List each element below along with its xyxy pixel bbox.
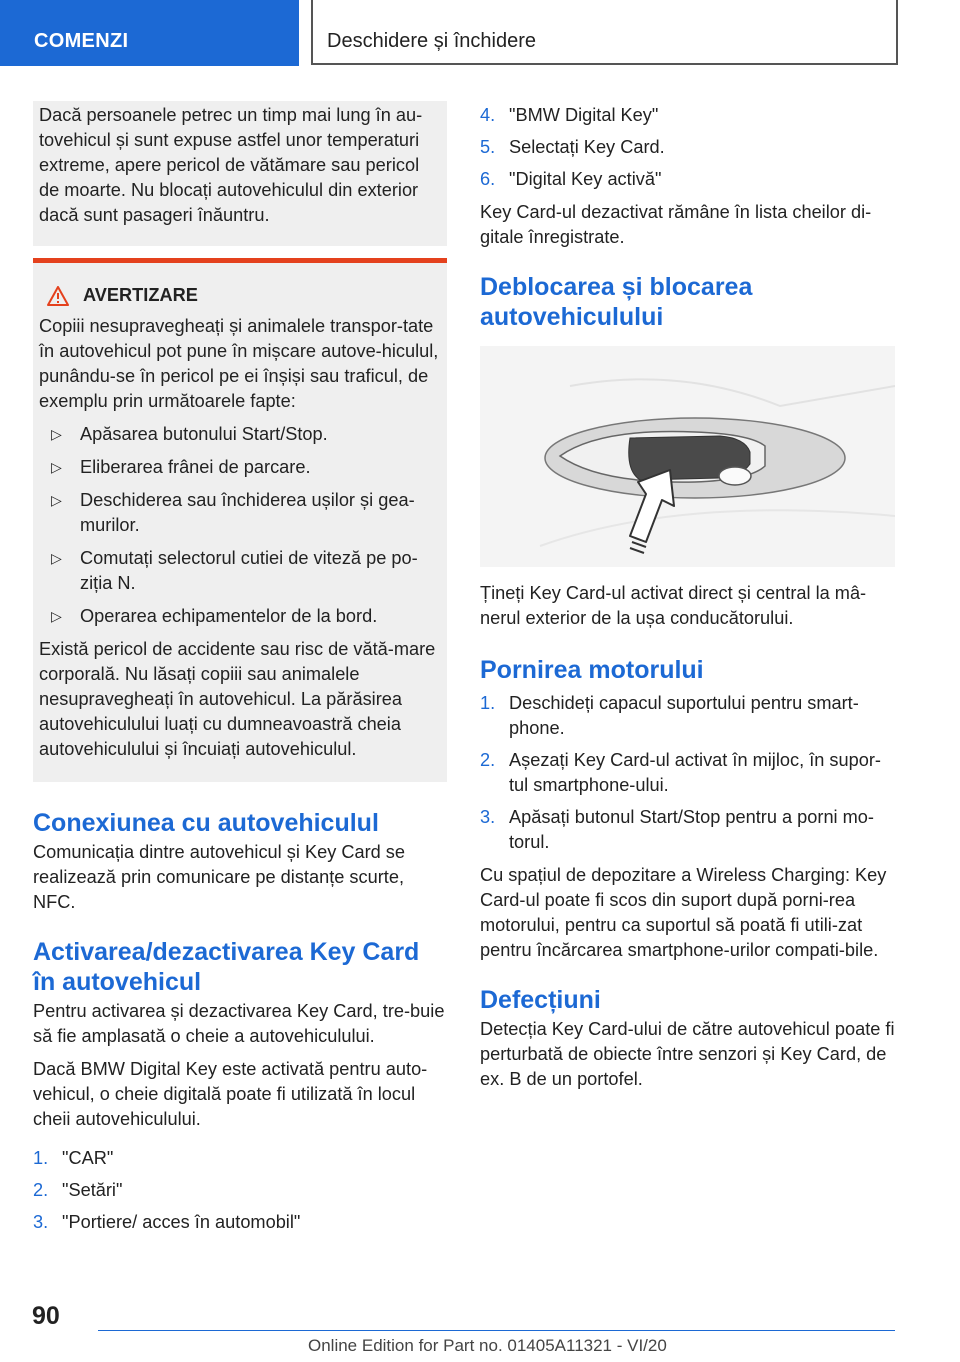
heading-activare: Activarea/dezactivarea Key Card în autovehicul <box>33 938 420 996</box>
list-item: ▷ Eliberarea frânei de parcare. <box>39 455 439 480</box>
list-item: ▷ Comutați selectorul cutiei de viteză pe po-ziția N. <box>51 548 418 593</box>
door-handle-illustration <box>480 346 895 567</box>
triangle-bullet-icon: ▷ <box>51 550 62 566</box>
paragraph-wireless: Cu spațiul de depozitare a Wireless Charging: Key Card-ul poate fi scos din suport după porni-rea motorului, pentru ca suportul să poată fi utili-zat pentru încărcarea smartphone-urilor compati-bile. <box>480 865 887 960</box>
paragraph-deactivated: Key Card-ul dezactivat rămâne în lista cheilor di-gitale înregistrate. <box>480 202 872 247</box>
list-item: 1. Deschideți capacul suportului pentru smart-phone. <box>480 693 859 738</box>
steps-list-pornire <box>480 691 895 855</box>
caution-box <box>33 101 447 246</box>
heading-defectiuni: Defecțiuni <box>480 986 601 1014</box>
paragraph-activare-2: Dacă BMW Digital Key este activată pentru auto-vehicul, o cheie digitală poate fi utilizată în locul cheii autovehiculului. <box>33 1059 428 1129</box>
heading-deblocare: Deblocarea și blocarea autovehiculului <box>480 273 753 331</box>
list-item: 3. "Portiere/ acces în automobil" <box>33 1212 301 1232</box>
list-item: 4. "BMW Digital Key" <box>480 105 659 125</box>
warning-box <box>33 258 447 782</box>
heading-pornire: Pornirea motorului <box>480 656 704 684</box>
section-title: COMENZI <box>34 30 129 52</box>
warning-header <box>39 283 439 308</box>
warning-list <box>39 422 439 629</box>
list-item: 2. Așezați Key Card-ul activat în mijloc, în supor-tul smartphone-ului. <box>480 750 881 795</box>
section-tab <box>0 0 299 66</box>
steps-list-left <box>33 1146 447 1235</box>
triangle-bullet-icon: ▷ <box>51 492 62 508</box>
right-column <box>480 101 895 1092</box>
triangle-bullet-icon: ▷ <box>51 459 62 475</box>
paragraph-defectiuni: Detecția Key Card-ului de către autovehicul poate fi perturbată de obiecte între senzori și Key Card, de ex. B de un portofel. <box>480 1019 895 1089</box>
warning-triangle-icon <box>47 286 69 306</box>
chapter-tab <box>311 0 898 65</box>
paragraph-activare-1: Pentru activarea și dezactivarea Key Card, tre-buie să fie amplasată o cheie a autovehiculului. <box>33 1001 445 1046</box>
triangle-bullet-icon: ▷ <box>51 426 62 442</box>
door-handle-icon <box>480 346 895 567</box>
warning-title: AVERTIZARE <box>83 285 198 305</box>
list-item: 5. Selectați Key Card. <box>480 137 665 157</box>
list-item: 1. "CAR" <box>33 1148 114 1168</box>
list-item: 6. "Digital Key activă" <box>480 169 662 189</box>
left-column <box>33 101 447 1243</box>
list-item: ▷ Operarea echipamentelor de la bord. <box>39 604 439 629</box>
warning-outro: Există pericol de accidente sau risc de vătă-mare corporală. Nu lăsați copiii sau animalele nesupravegheați în autovehicul. La părăsirea autovehiculului luați cu dumneavoastră cheia autovehiculului și încuiați autovehiculul. <box>39 639 436 759</box>
list-item: 2. "Setări" <box>33 1180 123 1200</box>
chapter-title: Deschidere și închidere <box>327 30 536 52</box>
footer-edition: Online Edition for Part no. 01405A11321 - VI/20 <box>308 1336 667 1355</box>
paragraph-conexiune: Comunicația dintre autovehicul și Key Card se realizează prin comunicare pe distanțe scurte, NFC. <box>33 842 406 912</box>
page-header <box>0 0 960 66</box>
page-number: 90 <box>32 1302 60 1330</box>
paragraph-deblocare: Țineți Key Card-ul activat direct și central la mâ-nerul exterior de la ușa conducătorului. <box>480 583 867 628</box>
list-item: ▷ Deschiderea sau închiderea ușilor și gea-murilor. <box>51 490 415 535</box>
caution-text: Dacă persoanele petrec un timp mai lung în au-tovehicul și sunt expuse astfel unor temperaturi extreme, apere pericol de vătămare sau pericol de moarte. Nu blocați autovehiculul din exterior dacă sunt pasageri înăuntru. <box>39 105 423 225</box>
heading-conexiune: Conexiunea cu autovehiculul <box>33 809 379 837</box>
list-item: 3. Apăsați butonul Start/Stop pentru a porni mo-torul. <box>480 807 874 852</box>
footer-divider <box>98 1330 895 1331</box>
warning-intro: Copiii nesupravegheați și animalele transpor-tate în autovehicul pot pune în mișcare autove-hiculul, punându-se în pericol pe ei înșiși sau traficul, de exemplu prin următoarele fapte: <box>39 316 439 411</box>
triangle-bullet-icon: ▷ <box>51 608 62 624</box>
steps-list-right <box>480 103 895 192</box>
list-item: ▷ Apăsarea butonului Start/Stop. <box>39 422 439 447</box>
